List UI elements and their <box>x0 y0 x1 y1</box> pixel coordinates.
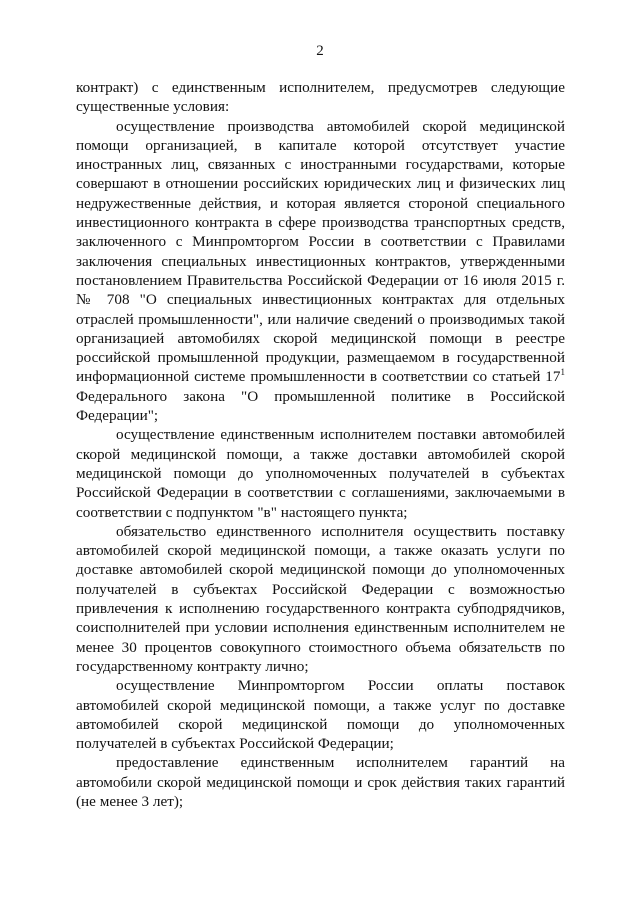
document-body <box>76 78 565 811</box>
paragraph-warranty-condition <box>76 753 565 811</box>
paragraph-payment-condition <box>76 676 565 753</box>
paragraph-production-condition <box>76 117 565 426</box>
paragraph-obligation-condition <box>76 522 565 676</box>
paragraph-supply-condition <box>76 425 565 521</box>
paragraph-text: предоставление единственным исполнителем гарантий на автомобили скорой медицинской помощи и срок действия таких гарантий (не менее 3 лет); <box>76 754 565 810</box>
paragraph-intro <box>76 78 565 117</box>
page-number: 2 <box>316 43 324 59</box>
paragraph-text: контракт) с единственным исполнителем, предусмотрев следующие существенные условия: <box>76 79 565 116</box>
article-superscript: 1 <box>560 367 565 378</box>
paragraph-text-continued: Федерального закона "О промышленной политике в Российской Федерации"; <box>76 387 565 425</box>
paragraph-text: осуществление единственным исполнителем поставки автомобилей скорой медицинской помощи, а также доставки автомобилей скорой медицинской помощи до уполномоченных получателей в субъектах Российской Федерации в соответствии с соглашениями, заключаемыми в соответствии с подпунктом "в" настоящего пункта; <box>76 426 565 521</box>
paragraph-text: осуществление производства автомобилей скорой медицинской помощи организацией, в капитале которой отсутствует участие иностранных лиц, связанных с иностранными государствами, которые совершают в отношении российских юридических лиц и физических лиц недружественные действия, и которая является стороной специального инвестиционного контракта в сфере производства транспортных средств, заключенного с Минпромторгом России в соответствии с Правилами заключения специальных инвестиционных контрактов, утвержденными постановлением Правительства Российской Федерации от 16 июля 2015 г. № 708 "О специальных инвестиционных контрактах для отдельных отраслей промышленности", или наличие сведений о производимых такой организацией автомобилях скорой медицинской помощи в реестре российской промышленной продукции, размещаемом в государственной информационной системе промышленности в соответствии со статьей 17 <box>76 117 565 386</box>
paragraph-text: обязательство единственного исполнителя осуществить поставку автомобилей скорой медицинской помощи, а также оказать услуги по доставке автомобилей скорой медицинской помощи до уполномоченных получателей в субъектах Российской Федерации с возможностью привлечения к исполнению государственного контракта субподрядчиков, соисполнителей при условии исполнения единственным исполнителем не менее 30 процентов совокупного стоимостного объема обязательств по государственному контракту лично; <box>76 522 565 675</box>
paragraph-text: осуществление Минпромторгом России оплаты поставок автомобилей скорой медицинской помощи, а также услуг по доставке автомобилей скорой медицинской помощи до уполномоченных получателей в субъектах Российской Федерации; <box>76 677 565 753</box>
